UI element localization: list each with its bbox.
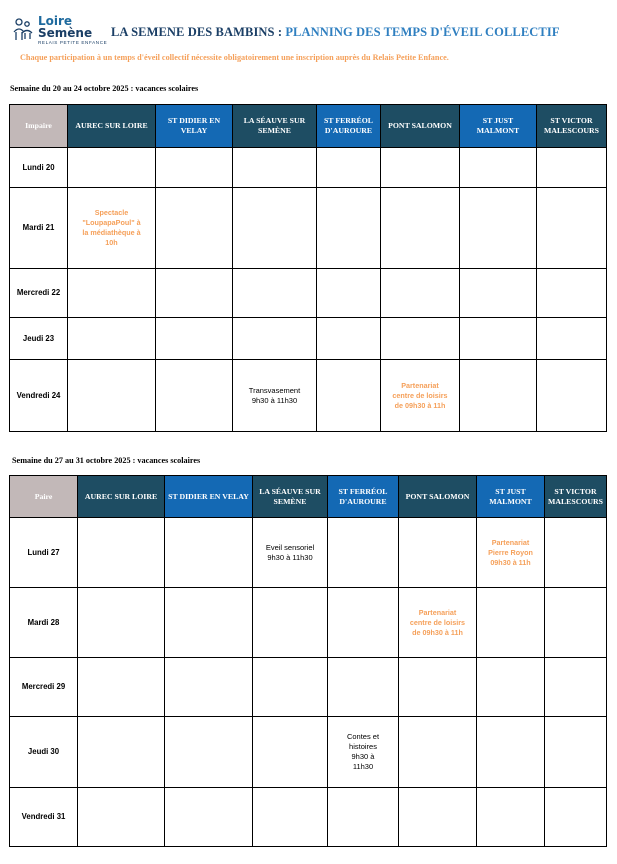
event-partenariat-loisirs: Partenariat centre de loisirs de 09h30 à 11h (392, 380, 448, 410)
col-st-ferreol: ST FERRÉOL D'AUROURE (317, 105, 381, 148)
schedule-cell (317, 188, 381, 269)
schedule-cell (328, 717, 399, 788)
schedule-cell (165, 717, 253, 788)
col-aurec: AUREC SUR LOIRE (78, 476, 165, 518)
schedule-cell (545, 518, 607, 588)
schedule-cell (156, 148, 233, 188)
schedule-cell (233, 148, 317, 188)
schedule-cell (165, 518, 253, 588)
schedule-cell (381, 148, 460, 188)
schedule-cell (381, 318, 460, 360)
col-st-just: ST JUST MALMONT (477, 476, 545, 518)
schedule-cell (477, 788, 545, 847)
day-label: Vendredi 31 (10, 788, 78, 847)
col-st-victor: ST VICTOR MALESCOURS (537, 105, 607, 148)
schedule-cell (165, 788, 253, 847)
event-partenariat-royon: Partenariat Pierre Royon 09h30 à 11h (488, 537, 533, 567)
schedule-cell (537, 318, 607, 360)
col-st-didier: ST DIDIER EN VELAY (165, 476, 253, 518)
day-label: Mardi 28 (10, 588, 78, 658)
schedule-cell (460, 148, 537, 188)
schedule-cell (477, 588, 545, 658)
week1-table (9, 104, 607, 432)
schedule-cell (68, 360, 156, 432)
table-row (10, 360, 607, 432)
schedule-cell (253, 588, 328, 658)
table-row (10, 788, 607, 847)
page-header (10, 16, 610, 66)
schedule-cell (477, 658, 545, 717)
schedule-cell (78, 717, 165, 788)
event-partenariat-loisirs: Partenariat centre de loisirs de 09h30 à 11h (409, 607, 466, 637)
col-st-ferreol: ST FERRÉOL D'AUROURE (328, 476, 399, 518)
schedule-cell (381, 360, 460, 432)
day-label: Mardi 21 (10, 188, 68, 269)
col-st-victor: ST VICTOR MALESCOURS (545, 476, 607, 518)
day-label: Jeudi 30 (10, 717, 78, 788)
week2-corner: Paire (10, 476, 78, 518)
schedule-cell (156, 318, 233, 360)
event-spectacle: Spectacle "LoupapaPoul" à la médiathèque à 10h (82, 208, 141, 247)
schedule-cell (399, 658, 477, 717)
day-label: Mercredi 22 (10, 269, 68, 318)
week1-corner: Impaire (10, 105, 68, 148)
table-row (10, 588, 607, 658)
schedule-cell (233, 360, 317, 432)
col-st-didier: ST DIDIER EN VELAY (156, 105, 233, 148)
schedule-cell (68, 269, 156, 318)
week1-label: Semaine du 20 au 24 octobre 2025 : vacances scolaires (10, 84, 199, 93)
schedule-cell (328, 588, 399, 658)
week2-label: Semaine du 27 au 31 octobre 2025 : vacances scolaires (12, 456, 201, 465)
table-row (10, 518, 607, 588)
schedule-cell (328, 788, 399, 847)
schedule-cell (317, 148, 381, 188)
day-label: Mercredi 29 (10, 658, 78, 717)
table-row (10, 717, 607, 788)
week2-table (9, 475, 607, 847)
schedule-cell (477, 717, 545, 788)
schedule-cell (328, 658, 399, 717)
schedule-cell (233, 188, 317, 269)
schedule-cell (68, 148, 156, 188)
schedule-cell (165, 658, 253, 717)
logo-tagline: RELAIS PETITE ENFANCE (38, 40, 108, 45)
schedule-cell (477, 518, 545, 588)
day-label: Vendredi 24 (10, 360, 68, 432)
schedule-cell (165, 588, 253, 658)
family-icon (12, 18, 34, 42)
logo-line2: Semène (38, 26, 93, 40)
schedule-cell (156, 360, 233, 432)
schedule-cell (545, 588, 607, 658)
schedule-cell (78, 658, 165, 717)
schedule-cell (68, 318, 156, 360)
schedule-cell (253, 788, 328, 847)
schedule-cell (537, 188, 607, 269)
schedule-cell (253, 717, 328, 788)
schedule-cell (537, 360, 607, 432)
event-eveil-sensoriel: Eveil sensoriel 9h30 à 11h30 (265, 542, 315, 562)
schedule-cell (399, 788, 477, 847)
table-row (10, 318, 607, 360)
table-row (10, 269, 607, 318)
event-contes: Contes et histoires 9h30 à 11h30 (346, 732, 380, 771)
schedule-cell (399, 518, 477, 588)
schedule-cell (460, 360, 537, 432)
title-part2: PLANNING DES TEMPS D'ÉVEIL COLLECTIF (285, 25, 560, 39)
page-title (111, 25, 560, 40)
schedule-cell (68, 188, 156, 269)
schedule-cell (545, 658, 607, 717)
schedule-cell (545, 717, 607, 788)
logo (12, 16, 112, 48)
schedule-cell (253, 658, 328, 717)
schedule-cell (317, 360, 381, 432)
schedule-cell (381, 188, 460, 269)
schedule-cell (253, 518, 328, 588)
schedule-cell (399, 588, 477, 658)
schedule-cell (381, 269, 460, 318)
col-seauve: LA SÉAUVE SUR SEMÈNE (233, 105, 317, 148)
col-aurec: AUREC SUR LOIRE (68, 105, 156, 148)
schedule-cell (317, 269, 381, 318)
table-row (10, 188, 607, 269)
col-seauve: LA SÉAUVE SUR SEMÈNE (253, 476, 328, 518)
schedule-cell (78, 518, 165, 588)
day-label: Lundi 27 (10, 518, 78, 588)
col-pont-salomon: PONT SALOMON (381, 105, 460, 148)
table-row (10, 658, 607, 717)
schedule-cell (317, 318, 381, 360)
day-label: Jeudi 23 (10, 318, 68, 360)
day-label: Lundi 20 (10, 148, 68, 188)
event-transvasement: Transvasement 9h30 à 11h30 (248, 385, 301, 405)
schedule-cell (78, 788, 165, 847)
title-part1: LA SEMENE DES BAMBINS : (111, 25, 286, 39)
schedule-cell (537, 148, 607, 188)
schedule-cell (233, 318, 317, 360)
logo-line1: Loire (38, 14, 73, 28)
col-st-just: ST JUST MALMONT (460, 105, 537, 148)
schedule-cell (233, 269, 317, 318)
schedule-cell (537, 269, 607, 318)
schedule-cell (545, 788, 607, 847)
schedule-cell (156, 188, 233, 269)
schedule-cell (328, 518, 399, 588)
schedule-cell (460, 188, 537, 269)
table-row (10, 148, 607, 188)
schedule-cell (399, 717, 477, 788)
registration-notice: Chaque participation à un temps d'éveil collectif nécessite obligatoirement une inscription auprès du Relais Petite Enfance. (20, 53, 449, 62)
schedule-cell (156, 269, 233, 318)
col-pont-salomon: PONT SALOMON (399, 476, 477, 518)
schedule-cell (78, 588, 165, 658)
schedule-cell (460, 269, 537, 318)
schedule-cell (460, 318, 537, 360)
